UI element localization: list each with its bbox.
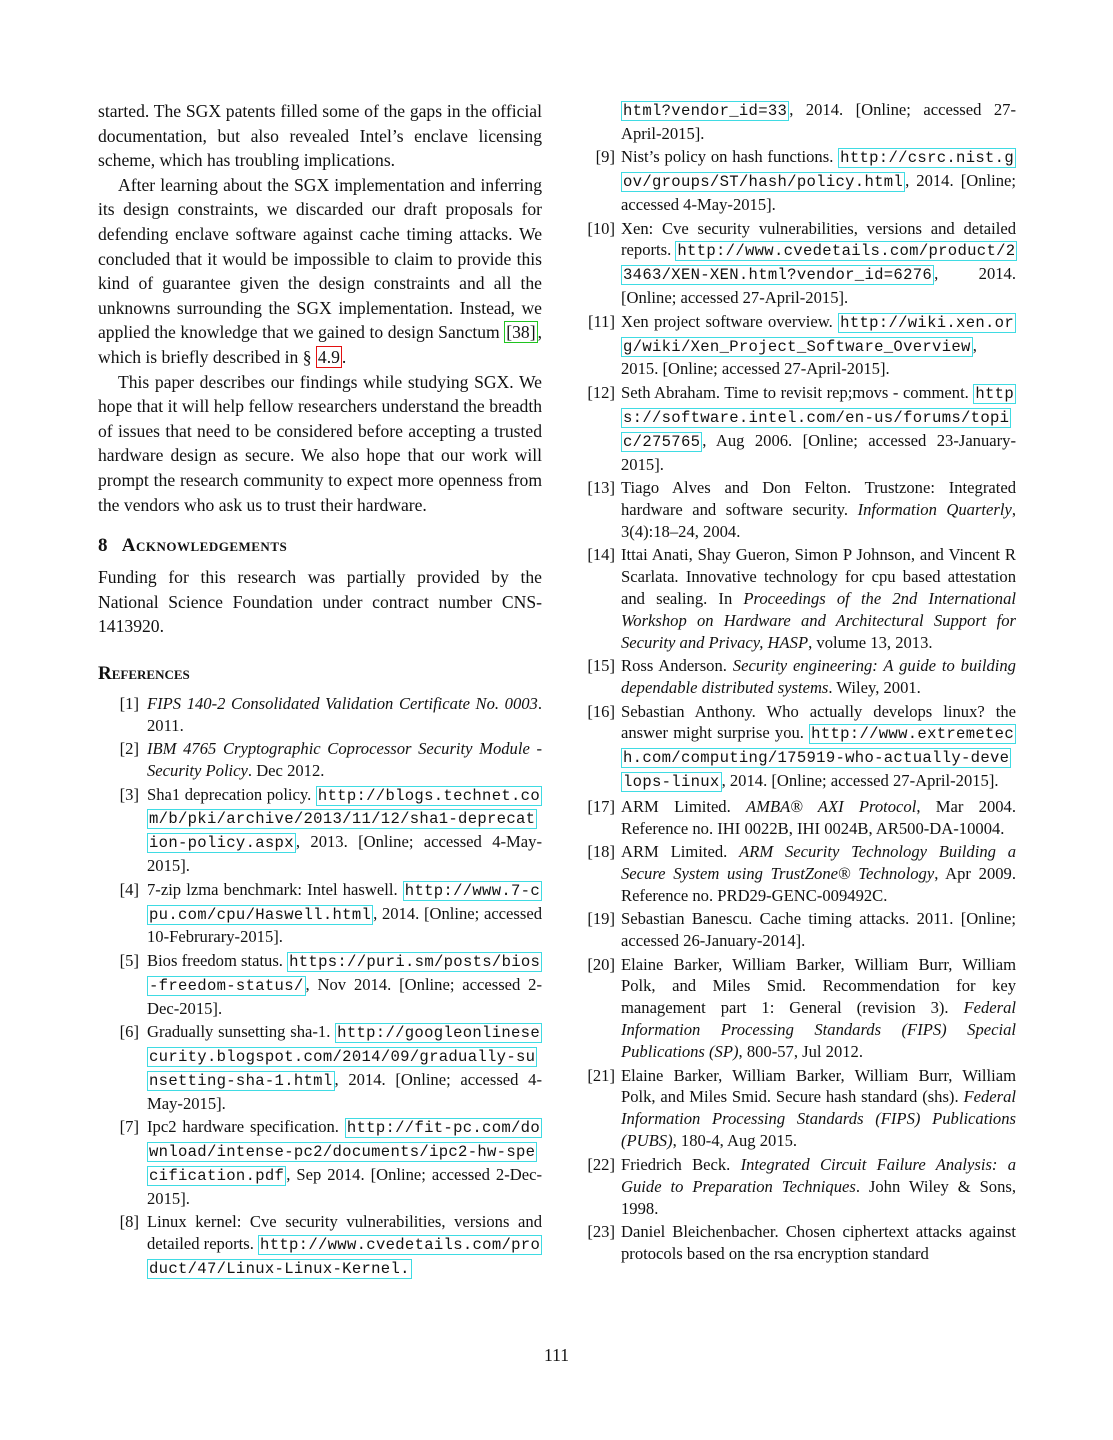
- text: , 2014. [Online; accessed 27-April-2015].: [621, 264, 1016, 308]
- text: Seth Abraham. Time to revisit rep;movs - comment.: [621, 382, 974, 402]
- reference-number: [1]: [119, 693, 139, 713]
- text: , 2014. [Online; accessed 4-May-2015].: [621, 171, 1016, 215]
- text: Gradually sunsetting sha-1.: [147, 1022, 336, 1042]
- paragraph: [98, 99, 542, 173]
- url-link[interactable]: http://www.7-cpu.com/cpu/Haswell.html: [149, 881, 540, 924]
- text: Ross Anderson.: [621, 656, 733, 676]
- reference-item: [582, 311, 1016, 381]
- reference-number: [21]: [587, 1065, 615, 1085]
- reference-number: [8]: [119, 1212, 139, 1232]
- text: .: [341, 346, 347, 367]
- text: started. The SGX patents filled some of the gaps in the official documentation, but also revealed Intel’s enclave licensing scheme, which has troubling implications.: [98, 101, 542, 171]
- text: . 2011.: [147, 693, 542, 735]
- text: , 2014. [Online; accessed 27-April-2015].: [721, 771, 999, 791]
- italic-title: ARM Security Technology Building a Secure System using TrustZone® Technology: [621, 842, 1016, 883]
- text: , 800-57, Jul 2012.: [738, 1042, 863, 1062]
- text: Sebastian Anthony. Who actually develops linux? the answer might surprise you.: [621, 701, 1016, 743]
- italic-title: Information Quarterly: [857, 499, 1012, 519]
- text: This paper describes our findings while studying SGX. We hope that it will help fellow researchers understand the breadth of issues that need to be considered before accepting a trusted hardware design as secure. We also hope that our work will prompt the research community to expect more openness from the vendors who ask us to trust their hardware.: [98, 371, 542, 515]
- text: Daniel Bleichenbacher. Chosen ciphertext attacks against protocols based on the rsa encryption standard: [621, 1221, 1016, 1263]
- text: , 3(4):18–24, 2004.: [621, 499, 1016, 541]
- reference-number: [11]: [587, 311, 615, 331]
- text: ARM Limited.: [621, 842, 740, 861]
- italic-title: Federal Information Processing Standards (FIPS) Special Publications (SP): [621, 998, 1016, 1062]
- text: After learning about the SGX implementation and inferring its design constraints, we discarded our draft proposals for defending enclave software against cache timing attacks. We concluded that it would be impossible to claim to provide this kind of guarantee given the design constraints and all the unknowns surrounding the SGX implementation. Instead, we applied the knowledge that we gained to design Sanctum: [98, 174, 542, 343]
- italic-title: Federal Information Processing Standards (FIPS) Publications (PUBS): [621, 1087, 1016, 1151]
- reference-item: [98, 738, 542, 782]
- url-link[interactable]: http://wiki.xen.org/wiki/Xen_Project_Software_Overview: [623, 313, 1014, 356]
- reference-item: [582, 908, 1016, 952]
- reference-item: [98, 1021, 542, 1115]
- text: Ittai Anati, Shay Gueron, Simon P Johnson, and Vincent R Scarlata. Innovative technology for cpu based attestation and sealing. In: [621, 545, 1016, 609]
- url-link[interactable]: http://www.cvedetails.com/product/23463/XEN-XEN.html?vendor_id=6276: [623, 242, 1016, 285]
- italic-title: FIPS 140-2 Consolidated Validation Certificate No. 0003: [147, 693, 538, 713]
- reference-number: [4]: [119, 879, 139, 899]
- text: , Nov 2014. [Online; accessed 2-Dec-2015].: [147, 974, 542, 1018]
- reference-list-continued: [582, 99, 1016, 1265]
- reference-item: [98, 950, 542, 1020]
- reference-item: [582, 99, 1016, 145]
- section-number: 8: [98, 535, 108, 557]
- text: , Apr 2009. Reference no. PRD29-GENC-009492C.: [621, 863, 1016, 905]
- text: , Sep 2014. [Online; accessed 2-Dec-2015].: [147, 1165, 542, 1208]
- text: , 180-4, Aug 2015.: [672, 1131, 798, 1151]
- italic-title: Proceedings of the 2nd International Workshop on Hardware and Architectural Support for Security and Privacy, HASP: [621, 589, 1016, 652]
- reference-number: [13]: [587, 478, 615, 497]
- url-link[interactable]: html?vendor_id=33: [623, 102, 788, 120]
- text: , 2014. [Online; accessed 27-April-2015].: [621, 100, 1016, 143]
- reference-item: [582, 382, 1016, 476]
- reference-item: [582, 796, 1016, 840]
- text: Ipc2 hardware specification.: [147, 1117, 345, 1137]
- text: ARM Limited.: [621, 796, 747, 816]
- reference-item: [582, 544, 1016, 654]
- left-column: [98, 99, 542, 1283]
- reference-item: [582, 954, 1016, 1064]
- url-link[interactable]: https://software.intel.com/en-us/forums/topic/275765: [623, 384, 1014, 451]
- italic-title: AMBA® AXI Protocol: [746, 796, 917, 816]
- url-link[interactable]: http://csrc.nist.gov/groups/ST/hash/policy.html: [623, 149, 1014, 192]
- reference-item: [582, 1154, 1016, 1220]
- reference-number: [19]: [587, 909, 615, 929]
- text: , 2014. [Online; accessed 4-May-2015].: [147, 1069, 542, 1113]
- reference-item: [582, 841, 1016, 907]
- paragraph: [98, 370, 542, 518]
- section-heading-acknowledgements: [98, 533, 542, 559]
- text: , Mar 2004. Reference no. IHI 0022B, IHI 0024B, AR500-DA-10004.: [621, 796, 1016, 838]
- right-column: [582, 99, 1016, 1266]
- text: . Wiley, 2001.: [828, 678, 921, 698]
- body-text: [98, 99, 542, 517]
- text: , 2014. [Online; accessed 10-Februrary-2015].: [147, 903, 542, 947]
- reference-item: [582, 477, 1016, 543]
- text: Nist’s policy on hash functions.: [621, 147, 839, 167]
- italic-title: Security engineering: A guide to building dependable distributed systems: [621, 656, 1016, 698]
- italic-title: Integrated Circuit Failure Analysis: a Guide to Preparation Techniques: [621, 1154, 1017, 1196]
- url-link[interactable]: http://www.extremetech.com/computing/175919-who-actually-develops-linux: [623, 725, 1014, 792]
- text: Linux kernel: Cve security vulnerabilities, versions and detailed reports.: [147, 1212, 542, 1254]
- reference-number: [2]: [119, 739, 139, 759]
- reference-item: [582, 1221, 1016, 1265]
- text: 7-zip lzma benchmark: Intel haswell.: [147, 879, 403, 899]
- text: Sha1 deprecation policy.: [147, 784, 316, 804]
- reference-number: [15]: [587, 656, 615, 676]
- text: Friedrich Beck.: [621, 1154, 741, 1174]
- reference-number: [3]: [119, 784, 139, 804]
- reference-number: [22]: [587, 1154, 615, 1174]
- url-link[interactable]: https://puri.sm/posts/bios-freedom-status/: [149, 952, 541, 995]
- reference-number: [16]: [587, 701, 615, 721]
- text: Elaine Barker, William Barker, William Burr, William Polk, and Miles Smid. Secure hash standard (shs).: [621, 1065, 1016, 1107]
- reference-number: [5]: [119, 950, 139, 970]
- reference-number: [18]: [587, 842, 615, 861]
- text: Sebastian Banescu. Cache timing attacks. 2011. [Online; accessed 26-January-2014].: [621, 909, 1016, 951]
- text: Tiago Alves and Don Felton. Trustzone: Integrated hardware and software security.: [621, 478, 1016, 519]
- url-link[interactable]: http://blogs.technet.com/b/pki/archive/2013/11/12/sha1-deprecation-policy.aspx: [149, 786, 540, 853]
- text: Elaine Barker, William Barker, William Burr, William Polk, and Miles Smid. Recommendation for key management part 1: General (revision 3).: [621, 954, 1016, 1018]
- reference-item: [582, 701, 1016, 795]
- section-link[interactable]: 4.9: [317, 346, 340, 367]
- text: , 2013. [Online; accessed 4-May-2015].: [147, 832, 542, 876]
- italic-title: IBM 4765 Cryptographic Coprocessor Security Module - Security Policy: [147, 739, 542, 781]
- reference-item: [98, 693, 542, 737]
- reference-number: [14]: [587, 545, 615, 565]
- reference-item: [582, 146, 1016, 216]
- text: , 2015. [Online; accessed 27-April-2015].: [621, 335, 977, 379]
- reference-number: [20]: [587, 954, 615, 974]
- url-link[interactable]: http://www.cvedetails.com/product/47/Linux-Linux-Kernel.: [149, 1236, 541, 1279]
- reference-number: [23]: [587, 1221, 615, 1241]
- text: Xen project software overview.: [621, 311, 839, 331]
- reference-item: [582, 655, 1016, 699]
- reference-number: [6]: [119, 1022, 139, 1042]
- citation-link[interactable]: [38]: [506, 322, 536, 343]
- acknowledgements-text: Funding for this research was partially provided by the National Science Foundation under contract number CNS-1413920.: [98, 567, 542, 637]
- reference-number: [10]: [587, 218, 615, 238]
- url-link[interactable]: http://googleonlinesecurity.blogspot.com/2014/09/gradually-sunsetting-sha-1.html: [149, 1024, 540, 1090]
- reference-number: [9]: [595, 147, 615, 167]
- reference-item: [582, 1065, 1016, 1153]
- reference-number: [12]: [587, 382, 615, 402]
- text: Bios freedom status.: [147, 950, 288, 970]
- reference-item: [98, 1211, 542, 1281]
- reference-number: [17]: [587, 796, 615, 816]
- section-title: Acknowledgements: [121, 535, 288, 557]
- reference-item: [582, 218, 1016, 310]
- references-heading: References: [98, 662, 190, 684]
- paragraph: [98, 173, 542, 370]
- reference-list: [98, 693, 542, 1281]
- text: . Dec 2012.: [247, 761, 325, 781]
- text: , volume 13, 2013.: [808, 632, 933, 652]
- text: , which is briefly described in §: [98, 322, 542, 367]
- text: , Aug 2006. [Online; accessed 23-January-2015].: [621, 430, 1016, 474]
- text: Xen: Cve security vulnerabilities, versions and detailed reports.: [621, 218, 1016, 260]
- page-number: 111: [543, 1345, 570, 1365]
- reference-item: [98, 784, 542, 878]
- url-link[interactable]: http://fit-pc.com/download/intense-pc2/documents/ipc2-hw-specification.pdf: [149, 1119, 540, 1185]
- reference-item: [98, 1116, 542, 1210]
- reference-number: [7]: [119, 1117, 139, 1137]
- text: . John Wiley & Sons, 1998.: [621, 1176, 1017, 1218]
- reference-item: [98, 879, 542, 949]
